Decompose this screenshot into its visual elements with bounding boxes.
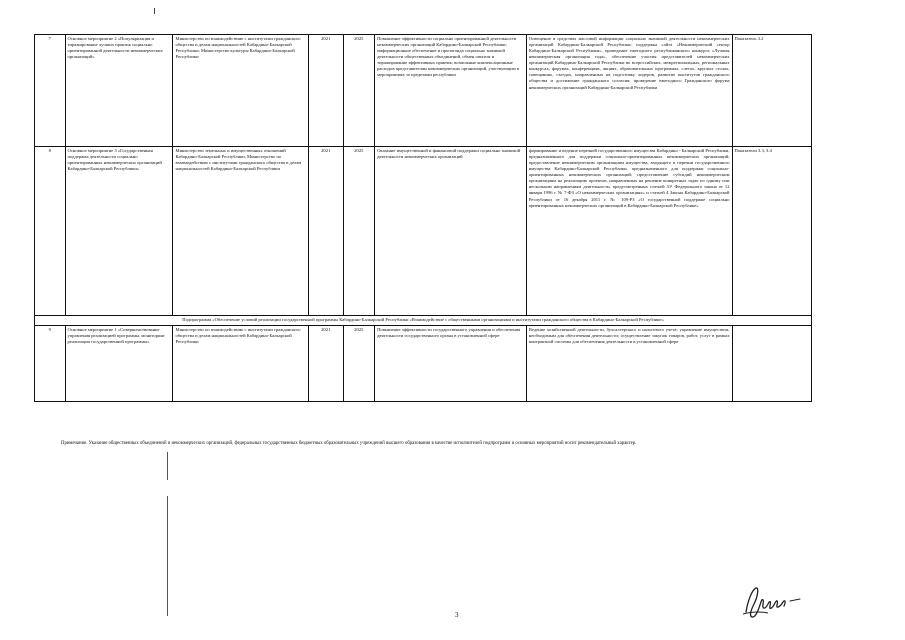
table-row bbox=[35, 147, 812, 316]
row-number: 9 bbox=[35, 326, 66, 402]
fold-line bbox=[167, 452, 168, 480]
end-year: 2025 bbox=[343, 147, 375, 316]
activities-table bbox=[34, 34, 812, 402]
executor: Министерство по взаимодействию с институтами гражданского общества и делам национальностей Кабардино-Балкарской Республики; Министерство культуры Кабардино-Балкарской Республики bbox=[173, 35, 308, 147]
subprogram-title: Подпрограмма «Обеспечение условий реализации государственной программы Кабардино-Балкарской Республики «Взаимодействие с общественными организациями и институтами гражданского общества в Кабардино-Балкарской Республике» bbox=[35, 316, 812, 326]
activity-name: Основное мероприятие 3 «Государственная поддержка деятельности социально ориентированных некоммерческих организаций Кабардино-Балкарской Республики» bbox=[65, 147, 173, 316]
subprogram-row bbox=[35, 316, 812, 326]
signature-image bbox=[738, 582, 808, 624]
fold-line bbox=[167, 496, 168, 616]
executor: Министерство земельных и имущественных отношений Кабардино-Балкарской Республики, Министерство по взаимодействию с институтами гражданского общества и делам национальностей Кабардино-Балкарской Республики bbox=[173, 147, 308, 316]
activity-name: Основное мероприятие 1 «Совершенствование управления реализацией программы, мониторинг реализации государственной программы» bbox=[65, 326, 173, 402]
activity-content: Ведение хозяйственной деятельности, бухгалтерского и налогового учета; управление имуществом, необходимым для обеспечения деятельности; осуществление закупок товаров, работ, услуг в рамках контрактной системы для обеспечения деятельности в установленной сфере bbox=[526, 326, 732, 402]
expected-result: Оказание имущественной и финансовой поддержки социально значимой деятельности некоммерческих организаций bbox=[375, 147, 527, 316]
start-year: 2021 bbox=[308, 326, 343, 402]
end-year: 2025 bbox=[343, 326, 375, 402]
start-year: 2021 bbox=[308, 35, 343, 147]
row-number: 7 bbox=[35, 35, 66, 147]
start-year: 2021 bbox=[308, 147, 343, 316]
expected-result: Повышение эффективности государственного управления и обеспечения деятельности государственного органа в установленной сфере bbox=[375, 326, 527, 402]
activity-content: Освещение в средствах массовой информации социально значимой деятельности некоммерческих организаций Кабардино-Балкарской Республики; поддержка сайта «Некоммерческий сектор Кабардино-Балкарской Республики», проведение ежегодного республиканского конкурса «Лучшая некоммерческая организация года», обеспечение участия представителей некоммерческих организаций Кабардино-Балкарской Республики во всероссийских, межрегиональных, региональных конкурсах, форумах, конференциях, акциях, образовательных программах, слетах, круглых столах, совещаниях, съездах, направленных на подготовку лидеров, развитие институтов гражданского общества и достижение гражданского согласия; проведение ежегодного Гражданского форума некоммерческих организаций Кабардино-Балкарской Республики bbox=[526, 35, 732, 147]
page-number: 3 bbox=[455, 611, 459, 619]
executor: Министерство по взаимодействию с институтами гражданского общества и делам национальностей Кабардино-Балкарской Республики bbox=[173, 326, 308, 402]
table-row bbox=[35, 35, 812, 147]
indicator-link bbox=[732, 326, 811, 402]
row-number: 8 bbox=[35, 147, 66, 316]
indicator-link: Показатели 3.3, 3.4 bbox=[732, 147, 811, 316]
expected-result: Повышение эффективности социально ориентированной деятельности некоммерческих организаций Кабардино-Балкарской Республики; информационное обеспечение и пропаганда социально значимой деятельности общественных объединений, обмен опытом и тиражирование эффективных практик; возможные компенсационные расходов представителям некоммерческих организаций, участвующим в мероприятиях за пределами республики bbox=[375, 35, 527, 147]
footnote: Примечание. Указание общественных объединений и некоммерческих организаций, федеральных государственных бюджетных образовательных учреждений высшего образования в качестве исполнителей подпрограмм и основных мероприятий носит рекомендательный характер. bbox=[61, 441, 637, 446]
activity-content: формирование и ведение перечней государственного имущества Кабардино - Балкарской Республики, предназначенного для поддержки социально-ориентированных некоммерческих организаций; предоставление некоммерческим организациям имущества, входящего в перечни государственного имущества Кабардино-Балкарской Республики, предназначенного для поддержки социально-ориентированных некоммерческих организаций; предоставление субсидий некоммерческим организациям на реализацию проектов, направленных на решение конкретных задач по одному или нескольким направлениям деятельности, предусмотренных статьей 31¹ Федерального закона от 12 января 1996 г. № 7-ФЗ «О некоммерческих организациях» и статьей 4 Закона Кабардино-Балкарской Республики от 16 декабря 2011 г. № 109-РЗ «О государственной поддержке социально ориентированных некоммерческих организаций в Кабардино-Балкарской Республике» bbox=[526, 147, 732, 316]
table-row bbox=[35, 326, 812, 402]
margin-mark bbox=[154, 8, 155, 14]
activity-name: Основное мероприятие 2 «Популяризация и тиражирование лучших практик социально ориентированной деятельности некоммерческих организаций» bbox=[65, 35, 173, 147]
end-year: 2025 bbox=[343, 35, 375, 147]
indicator-link: Показатель 3.2 bbox=[732, 35, 811, 147]
